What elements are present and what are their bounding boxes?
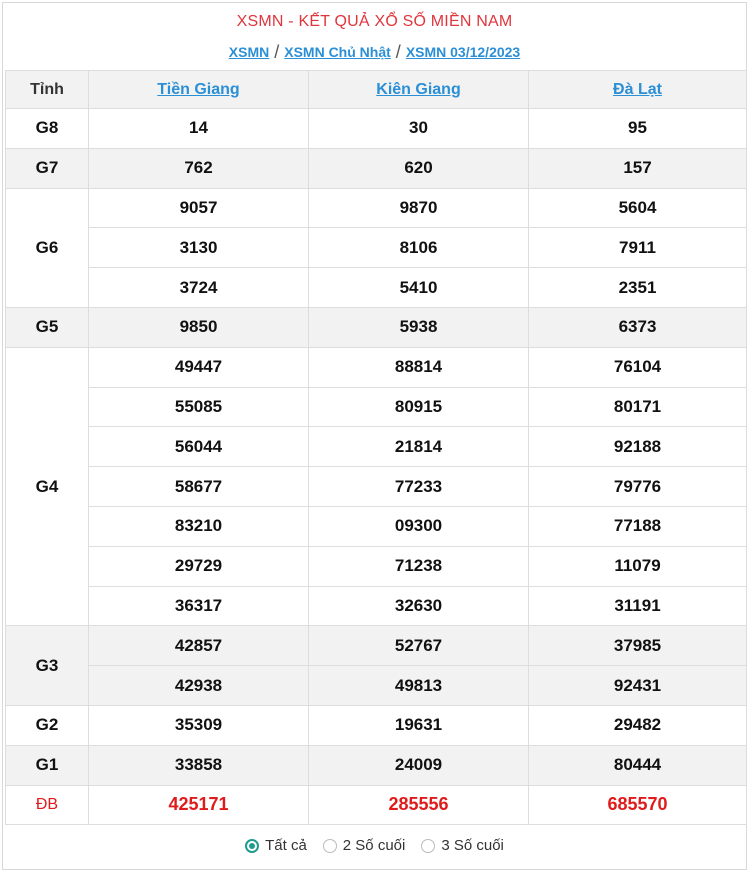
prize-label: G5 — [6, 307, 89, 347]
table-row — [6, 626, 747, 666]
result-number: 55085 — [89, 387, 309, 427]
result-number: 425171 — [89, 785, 309, 825]
result-number: 92431 — [529, 666, 747, 706]
result-number: 76104 — [529, 347, 747, 387]
result-number: 285556 — [309, 785, 529, 825]
prize-label: G7 — [6, 148, 89, 188]
result-number: 29729 — [89, 546, 309, 586]
result-number: 80171 — [529, 387, 747, 427]
result-number: 2351 — [529, 268, 747, 308]
result-number: 620 — [309, 148, 529, 188]
results-table — [5, 70, 747, 825]
result-number: 5938 — [309, 307, 529, 347]
radio-unselected-icon[interactable] — [323, 839, 337, 853]
result-number: 49813 — [309, 666, 529, 706]
result-number: 80444 — [529, 745, 747, 785]
table-row — [6, 347, 747, 387]
result-number: 157 — [529, 148, 747, 188]
result-number: 92188 — [529, 427, 747, 467]
results-body — [6, 109, 747, 825]
filter-option-all[interactable] — [245, 837, 307, 854]
result-number: 80915 — [309, 387, 529, 427]
result-number: 21814 — [309, 427, 529, 467]
filter-label: 2 Số cuối — [342, 837, 406, 854]
result-number: 6373 — [529, 307, 747, 347]
filter-label: 3 Số cuối — [441, 837, 504, 854]
result-number: 36317 — [89, 586, 309, 626]
result-number: 71238 — [309, 546, 529, 586]
province-link-kien-giang[interactable]: Kiên Giang — [376, 80, 461, 98]
table-row — [6, 427, 747, 467]
result-number: 9850 — [89, 307, 309, 347]
result-number: 33858 — [89, 745, 309, 785]
table-row — [6, 228, 747, 268]
result-number: 8106 — [309, 228, 529, 268]
table-row — [6, 705, 747, 745]
result-number: 29482 — [529, 705, 747, 745]
table-row — [6, 666, 747, 706]
column-header-province: Tỉnh — [6, 71, 89, 109]
breadcrumb-xsmn[interactable]: XSMN — [228, 44, 270, 60]
filter-option-last-2[interactable] — [323, 837, 406, 854]
result-number: 3130 — [89, 228, 309, 268]
result-number: 42938 — [89, 666, 309, 706]
prize-label: G6 — [6, 188, 89, 307]
filter-option-last-3[interactable] — [421, 837, 504, 854]
table-header-row — [6, 71, 747, 109]
prize-label: G8 — [6, 109, 89, 149]
prize-label: ĐB — [6, 785, 89, 825]
table-row — [6, 387, 747, 427]
result-number: 685570 — [529, 785, 747, 825]
result-number: 52767 — [309, 626, 529, 666]
table-row — [6, 586, 747, 626]
result-number: 09300 — [309, 506, 529, 546]
radio-unselected-icon[interactable] — [421, 839, 435, 853]
prize-label: G2 — [6, 705, 89, 745]
table-row — [6, 745, 747, 785]
result-number: 37985 — [529, 626, 747, 666]
result-number: 30 — [309, 109, 529, 149]
prize-label: G1 — [6, 745, 89, 785]
result-number: 31191 — [529, 586, 747, 626]
result-number: 79776 — [529, 467, 747, 507]
result-number: 24009 — [309, 745, 529, 785]
breadcrumb-xsmn-sunday[interactable]: XSMN Chủ Nhật — [284, 44, 391, 60]
result-number: 83210 — [89, 506, 309, 546]
result-number: 762 — [89, 148, 309, 188]
prize-label: G3 — [6, 626, 89, 706]
result-number: 5410 — [309, 268, 529, 308]
table-row — [6, 109, 747, 149]
result-number: 35309 — [89, 705, 309, 745]
breadcrumb-separator: / — [274, 42, 280, 62]
breadcrumb-xsmn-date[interactable]: XSMN 03/12/2023 — [405, 44, 521, 60]
prize-label: G4 — [6, 347, 89, 626]
result-number: 32630 — [309, 586, 529, 626]
table-row — [6, 506, 747, 546]
results-panel — [2, 2, 747, 870]
table-row — [6, 785, 747, 825]
result-number: 56044 — [89, 427, 309, 467]
result-number: 95 — [529, 109, 747, 149]
result-number: 19631 — [309, 705, 529, 745]
result-number: 5604 — [529, 188, 747, 228]
result-number: 42857 — [89, 626, 309, 666]
result-number: 3724 — [89, 268, 309, 308]
result-number: 14 — [89, 109, 309, 149]
result-number: 58677 — [89, 467, 309, 507]
result-number: 11079 — [529, 546, 747, 586]
table-row — [6, 148, 747, 188]
result-number: 9870 — [309, 188, 529, 228]
province-link-da-lat[interactable]: Đà Lạt — [613, 80, 662, 98]
province-link-tien-giang[interactable]: Tiền Giang — [157, 80, 240, 98]
page-title: XSMN - KẾT QUẢ XỔ SỐ MIỀN NAM — [236, 13, 513, 30]
table-row — [6, 268, 747, 308]
result-number: 88814 — [309, 347, 529, 387]
filter-label: Tất cả — [265, 837, 307, 854]
column-header-kien-giang — [309, 71, 529, 109]
table-row — [6, 467, 747, 507]
result-number: 7911 — [529, 228, 747, 268]
digit-filter — [3, 837, 746, 854]
column-header-tien-giang — [89, 71, 309, 109]
table-row — [6, 546, 747, 586]
breadcrumb-separator: / — [395, 42, 401, 62]
breadcrumb — [3, 41, 746, 62]
column-header-da-lat — [529, 71, 747, 109]
radio-selected-icon[interactable] — [245, 839, 259, 853]
result-number: 77188 — [529, 506, 747, 546]
result-number: 9057 — [89, 188, 309, 228]
result-number: 49447 — [89, 347, 309, 387]
table-row — [6, 188, 747, 228]
result-number: 77233 — [309, 467, 529, 507]
table-row — [6, 307, 747, 347]
